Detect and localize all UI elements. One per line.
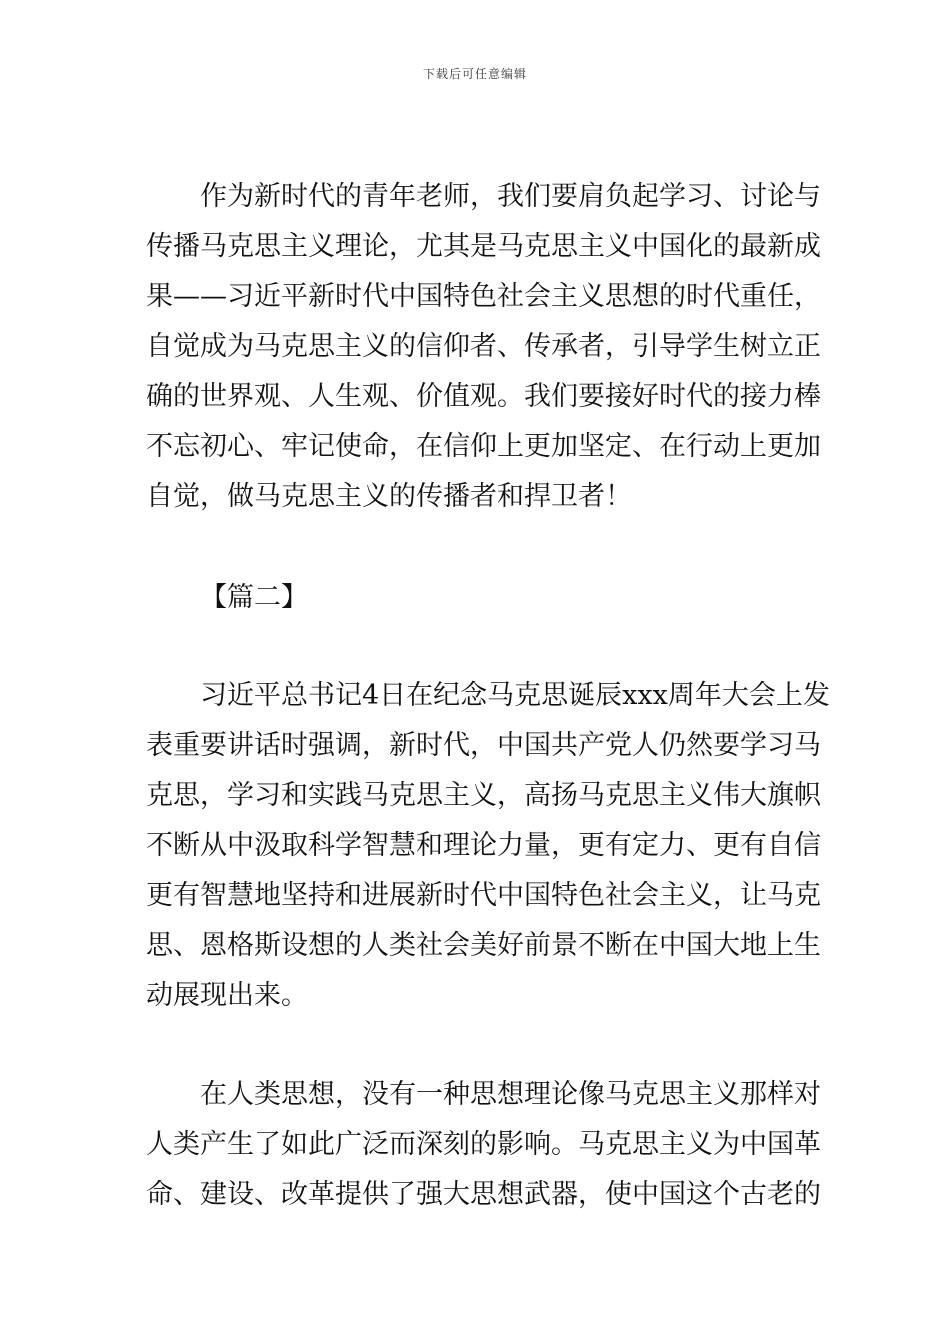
paragraph-2 [146, 671, 830, 1021]
paragraph-3 [146, 1070, 821, 1220]
paragraph-line: 不忘初心、牢记使命，在信仰上更加坚定、在行动上更加 [146, 431, 821, 462]
paragraph-line: 自觉成为马克思主义的信仰者、传承者，引导学生树立正 [146, 331, 821, 362]
paragraph-line: 习近平总书记4日在纪念马克思诞辰xxx周年大会上发 [200, 680, 830, 711]
paragraph-line: 更有智慧地坚持和进展新时代中国特色社会主义，让马克 [146, 880, 821, 911]
paragraph-line: 不断从中汲取科学智慧和理论力量，更有定力、更有自信 [146, 830, 821, 861]
paragraph-line: 果——习近平新时代中国特色社会主义思想的时代重任， [146, 281, 821, 312]
paragraph-line: 思、恩格斯设想的人类社会美好前景不断在中国大地上生 [146, 930, 821, 961]
paragraph-line: 克思，学习和实践马克思主义，高扬马克思主义伟大旗帜 [146, 780, 821, 811]
paragraph-line: 表重要讲话时强调，新时代，中国共产党人仍然要学习马 [146, 730, 821, 761]
paragraph-line: 人类产生了如此广泛而深刻的影响。马克思主义为中国革 [146, 1129, 821, 1160]
page-header: 下载后可任意编辑 [422, 67, 527, 81]
section-heading: 【篇二】 [200, 582, 308, 613]
paragraph-line: 动展现出来。 [146, 980, 308, 1011]
paragraph-line: 自觉，做马克思主义的传播者和捍卫者！ [146, 481, 632, 512]
paragraph-line: 命、建设、改革提供了强大思想武器，使中国这个古老的 [146, 1179, 821, 1210]
paragraph-1 [146, 172, 821, 522]
paragraph-line: 作为新时代的青年老师，我们要肩负起学习、讨论与 [200, 181, 821, 212]
paragraph-line: 传播马克思主义理论，尤其是马克思主义中国化的最新成 [146, 231, 821, 262]
paragraph-line: 确的世界观、人生观、价值观。我们要接好时代的接力棒 [146, 381, 821, 412]
paragraph-line: 在人类思想，没有一种思想理论像马克思主义那样对 [200, 1079, 821, 1110]
